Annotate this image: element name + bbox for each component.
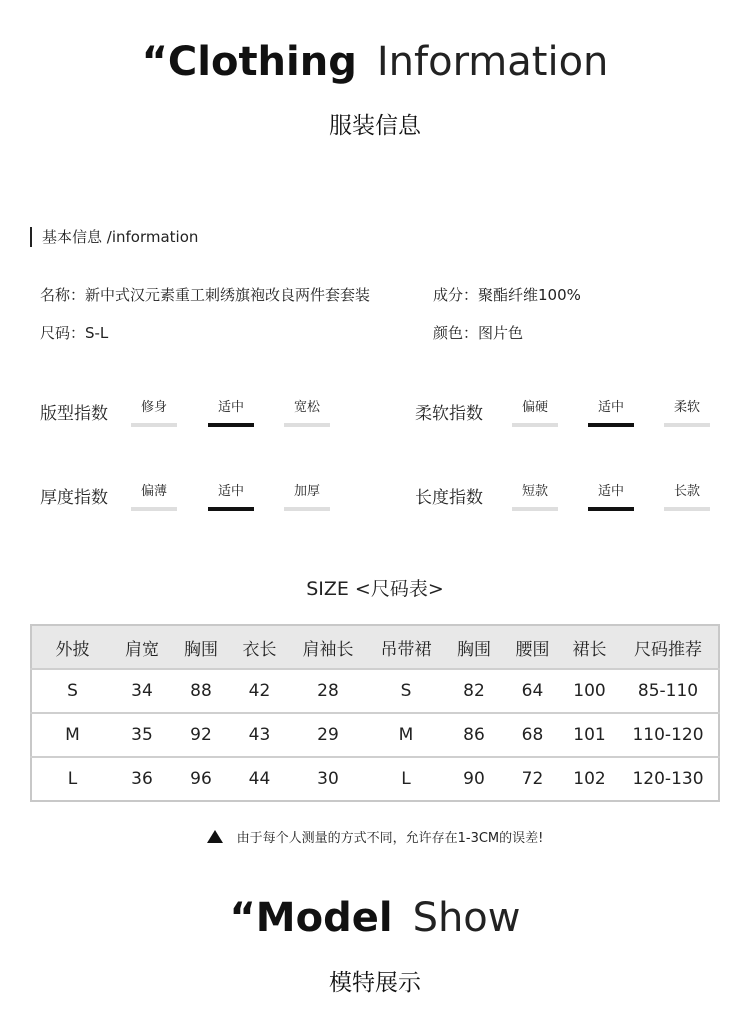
- table-cell: 72: [504, 757, 561, 801]
- table-cell: L: [31, 757, 113, 801]
- size-chart-title: SIZE <尺码表>: [306, 578, 444, 600]
- table-cell: L: [368, 757, 444, 801]
- table-cell: 88: [171, 669, 231, 713]
- fit-index-option: 适中: [208, 399, 254, 427]
- thickness-index-title: 厚度指数: [40, 488, 108, 508]
- table-cell: 44: [231, 757, 288, 801]
- length-index-title: 长度指数: [415, 488, 483, 508]
- heading-bold-word: Clothing: [167, 39, 357, 85]
- table-cell: 35: [113, 713, 171, 757]
- header-cell: 胸围: [171, 625, 231, 669]
- index-bar: [284, 423, 330, 427]
- length-index-option: 适中: [588, 483, 634, 511]
- table-row: [31, 757, 719, 801]
- index-bar: [512, 507, 558, 511]
- header-cell: 外披: [31, 625, 113, 669]
- table-cell: 82: [444, 669, 504, 713]
- table-cell: 34: [113, 669, 171, 713]
- table-cell: S: [31, 669, 113, 713]
- index-bar: [588, 507, 634, 511]
- table-cell: M: [31, 713, 113, 757]
- heading-light-word: Information: [376, 39, 609, 85]
- index-bar: [664, 423, 710, 427]
- table-cell: 101: [561, 713, 618, 757]
- header-cell: 裙长: [561, 625, 618, 669]
- clothing-information-heading: [0, 38, 750, 86]
- softness-index-title: 柔软指数: [415, 404, 483, 424]
- index-bar: [664, 507, 710, 511]
- table-row: [31, 669, 719, 713]
- thickness-index-option: 适中: [208, 483, 254, 511]
- fit-index-title: 版型指数: [40, 404, 108, 424]
- heading-light-word: Show: [412, 895, 521, 941]
- basic-info-label: 基本信息 /information: [30, 227, 198, 247]
- index-bar: [284, 507, 330, 511]
- model-show-heading: [0, 894, 750, 942]
- table-cell: 28: [288, 669, 368, 713]
- thickness-index-option: 偏薄: [131, 483, 177, 511]
- model-show-subtitle: 模特展示: [329, 970, 421, 996]
- length-index-option: 短款: [512, 483, 558, 511]
- index-bar: [208, 423, 254, 427]
- warning-triangle-icon: [207, 830, 223, 843]
- table-cell: 120-130: [618, 757, 719, 801]
- table-cell: 92: [171, 713, 231, 757]
- table-cell: 96: [171, 757, 231, 801]
- table-cell: M: [368, 713, 444, 757]
- size-chart-header-row: [31, 625, 719, 669]
- size-chart-table: [30, 624, 720, 802]
- product-color: 颜色：图片色: [433, 324, 524, 342]
- header-cell: 尺码推荐: [618, 625, 719, 669]
- product-size: 尺码：S-L: [40, 324, 109, 342]
- header-cell: 胸围: [444, 625, 504, 669]
- heading-bold-word: Model: [255, 895, 393, 941]
- index-bar: [208, 507, 254, 511]
- measurement-note: [0, 829, 750, 849]
- header-cell: 腰围: [504, 625, 561, 669]
- softness-index-option: 柔软: [664, 399, 710, 427]
- table-cell: 100: [561, 669, 618, 713]
- table-cell: 64: [504, 669, 561, 713]
- softness-index-option: 适中: [588, 399, 634, 427]
- table-cell: 86: [444, 713, 504, 757]
- quote-mark: “: [141, 39, 168, 85]
- table-cell: 43: [231, 713, 288, 757]
- table-cell: 85-110: [618, 669, 719, 713]
- measurement-note-text: 由于每个人测量的方式不同，允许存在1-3CM的误差!: [236, 831, 544, 846]
- table-cell: 102: [561, 757, 618, 801]
- table-cell: 68: [504, 713, 561, 757]
- product-composition: 成分：聚酯纤维100%: [433, 286, 581, 304]
- table-cell: 42: [231, 669, 288, 713]
- table-row: [31, 713, 719, 757]
- clothing-information-subtitle: 服装信息: [329, 113, 421, 139]
- length-index-option: 长款: [664, 483, 710, 511]
- table-cell: 110-120: [618, 713, 719, 757]
- table-cell: 36: [113, 757, 171, 801]
- header-cell: 衣长: [231, 625, 288, 669]
- index-bar: [588, 423, 634, 427]
- table-cell: S: [368, 669, 444, 713]
- header-cell: 吊带裙: [368, 625, 444, 669]
- quote-mark: “: [229, 895, 256, 941]
- fit-index-option: 修身: [131, 399, 177, 427]
- fit-index-option: 宽松: [284, 399, 330, 427]
- header-cell: 肩袖长: [288, 625, 368, 669]
- header-cell: 肩宽: [113, 625, 171, 669]
- index-bar: [512, 423, 558, 427]
- table-cell: 90: [444, 757, 504, 801]
- softness-index-option: 偏硬: [512, 399, 558, 427]
- index-bar: [131, 423, 177, 427]
- table-cell: 29: [288, 713, 368, 757]
- product-name: 名称：新中式汉元素重工刺绣旗袍改良两件套套装: [40, 286, 371, 304]
- index-bar: [131, 507, 177, 511]
- table-cell: 30: [288, 757, 368, 801]
- thickness-index-option: 加厚: [284, 483, 330, 511]
